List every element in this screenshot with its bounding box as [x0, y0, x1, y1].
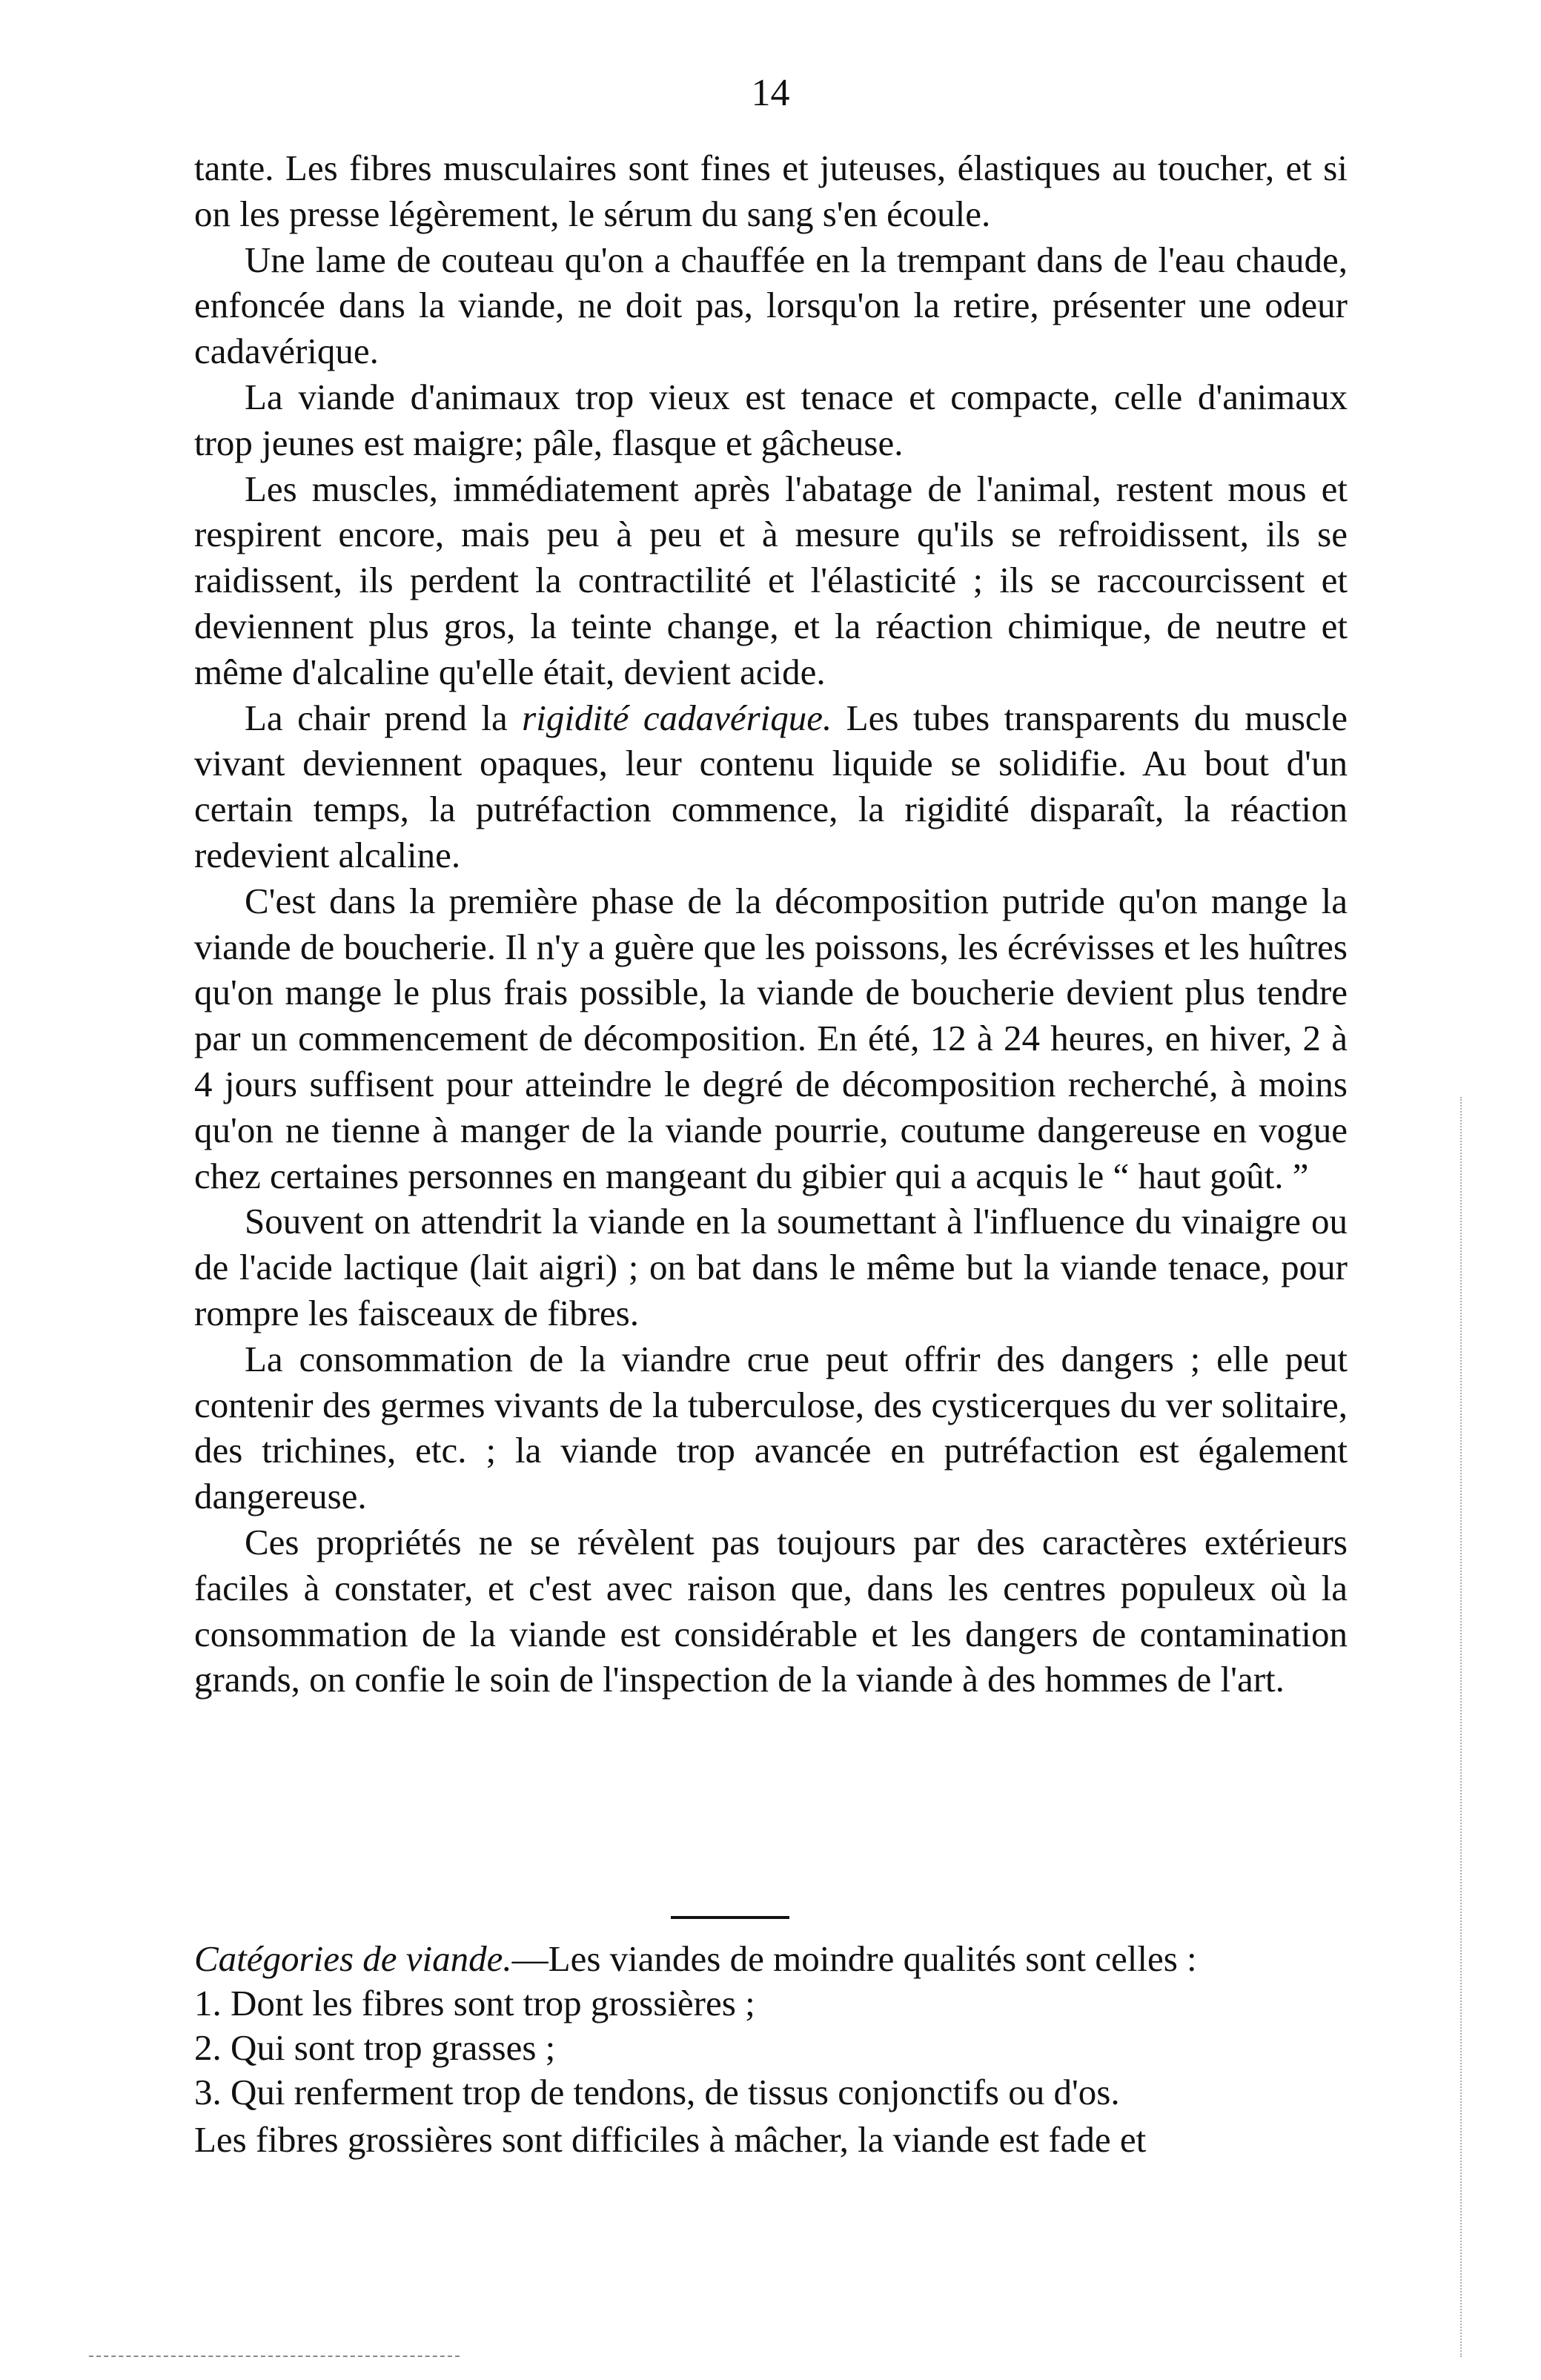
- categories-heading: [194, 1937, 1348, 1981]
- categories-title: Catégories de viande.: [194, 1938, 512, 1979]
- paragraph: tante. Les fibres musculaires sont fines et juteuses, élastiques au toucher, et si on les presse légèrement, le sérum du sang s'en écoule.: [194, 147, 1348, 234]
- categories-intro: —Les viandes de moindre qualités sont celles :: [511, 1938, 1197, 1979]
- paragraph: Souvent on attendrit la viande en la soumettant à l'influence du vinaigre ou de l'acide lactique (lait aigri) ; on bat dans le même but la viande tenace, pour rompre les faisceaux de fibres.: [194, 1201, 1348, 1333]
- paragraph: Une lame de couteau qu'on a chauffée en la trempant dans de l'eau chaude, enfoncée dans la viande, ne doit pas, lorsqu'on la retire, présenter une odeur cadavérique.: [194, 239, 1348, 372]
- paragraph-rigidity: [194, 695, 1348, 878]
- section-divider: [671, 1916, 789, 1919]
- italic-term: rigidité cadavérique.: [522, 697, 832, 738]
- body-text: [194, 145, 1348, 1703]
- paragraph: Ces propriétés ne se révèlent pas toujours par des caractères extérieurs faciles à constater, et c'est avec raison que, dans les centres populeux où la consommation de la viande est considérable et les dangers de contamination grands, on confie le soin de l'inspection de la viande à des hommes de l'art.: [194, 1521, 1348, 1700]
- categories-section: [194, 1937, 1348, 2162]
- paragraph: La consommation de la viandre crue peut offrir des dangers ; elle peut contenir des germes vivants de la tuberculose, des cysticerques du ver solitaire, des trichines, etc. ; la viande trop avancée en putréfaction est également dangereuse.: [194, 1338, 1348, 1517]
- paragraph: C'est dans la première phase de la décomposition putride qu'on mange la viande de boucherie. Il n'y a guère que les poissons, les écrévisses et les huîtres qu'on mange le plus frais possible, la viande de boucherie devient plus tendre par un commencement de décomposition. En été, 12 à 24 heures, en hiver, 2 à 4 jours suffisent pour atteindre le degré de décomposition recherché, à moins qu'on ne tienne à manger de la viande pourrie, coutume dangereuse en vogue chez certaines personnes en mangeant du gibier qui a acquis le “ haut goût. ”: [194, 880, 1348, 1196]
- list-item: 2. Qui sont trop grasses ;: [194, 2027, 556, 2068]
- paragraph-text: La chair prend la: [245, 697, 523, 738]
- list-item: 1. Dont les fibres sont trop grossières ;: [194, 1983, 755, 2023]
- scan-margin-artifact: [1460, 1097, 1491, 2357]
- closing-line: Les fibres grossières sont difficiles à mâcher, la viande est fade et: [194, 2119, 1147, 2160]
- scan-footer-artifact: [89, 2356, 460, 2357]
- paragraph: Les muscles, immédiatement après l'abatage de l'animal, restent mous et respirent encore, mais peu à peu et à mesure qu'ils se refroidissent, ils se raidissent, ils perdent la contractilité et l'élasticité ; ils se raccourcissent et deviennent plus gros, la teinte change, et la réaction chimique, de neutre et même d'alcaline qu'elle était, devient acide.: [194, 468, 1348, 692]
- list-item: 3. Qui renferment trop de tendons, de tissus conjonctifs ou d'os.: [194, 2072, 1120, 2112]
- paragraph: La viande d'animaux trop vieux est tenace et compacte, celle d'animaux trop jeunes est maigre; pâle, flasque et gâcheuse.: [194, 376, 1348, 463]
- paragraph-text: Les tubes transparents du muscle vivant deviennent opaques, leur contenu liquide se solidifie. Au bout d'un certain temps, la putréfaction commence, la rigidité disparaît, la réaction redevient alcaline.: [194, 697, 1348, 875]
- page-number: 14: [751, 72, 790, 114]
